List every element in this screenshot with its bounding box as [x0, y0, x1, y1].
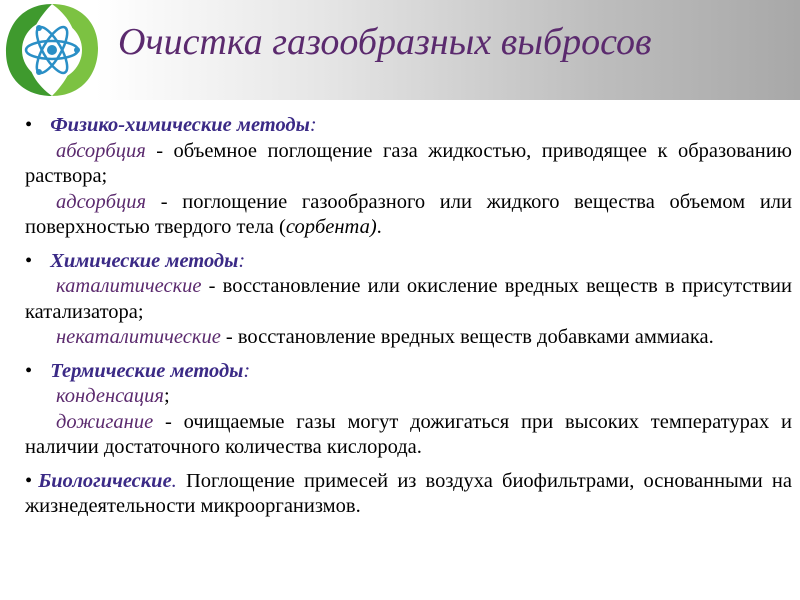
method-term: дожигание [56, 410, 154, 433]
method-term: конденсация [56, 385, 164, 407]
method-description: - поглощение газообразного или жидкого вещества объемом или поверхностью твердого тела ( [25, 190, 792, 238]
slide-content [25, 113, 792, 520]
bullet-icon: • [25, 359, 33, 382]
section-heading-line [25, 113, 792, 139]
atom-leaf-logo-icon [2, 0, 102, 100]
section-physicochemical [25, 113, 792, 241]
section-heading: Термические методы [50, 359, 244, 382]
method-description: - восстановление вредных веществ добавками аммиака. [220, 326, 714, 348]
method-inline-term: сорбента) [285, 216, 377, 238]
method-description: - восстановление или окисление вредных веществ в присутствии катализатора; [25, 275, 792, 323]
method-description-tail: . [376, 216, 382, 238]
method-term: адсорбция [56, 190, 147, 213]
method-term: некаталитические [56, 326, 221, 348]
method-description: - очищаемые газы могут дожигаться при высоких температурах и наличии достаточного количества кислорода. [25, 410, 792, 458]
bullet-icon: • [25, 469, 33, 492]
heading-suffix: : [243, 359, 251, 382]
heading-suffix: : [309, 114, 317, 136]
section-thermal [25, 359, 792, 461]
method-term: каталитические [56, 275, 202, 297]
method-description: - объемное поглощение газа жидкостью, приводящее к образованию раствора; [25, 139, 792, 187]
section-biological [25, 469, 792, 520]
method-description: Поглощение примесей из воздуха биофильтрами, основанными на жизнедеятельности микроорганизмов. [25, 469, 792, 517]
section-heading: Химические методы [50, 249, 239, 272]
method-item [25, 139, 792, 190]
method-item [25, 384, 792, 410]
method-item [25, 410, 792, 461]
section-chemical [25, 249, 792, 351]
method-description: ; [163, 385, 170, 407]
section-heading-line [25, 469, 792, 520]
slide-title: Очистка газообразных выбросов [118, 21, 652, 63]
method-term: абсорбция [56, 139, 146, 162]
method-item [25, 190, 792, 241]
section-heading-line [25, 249, 792, 275]
section-heading: Биологические [38, 469, 172, 492]
bullet-icon: • [25, 114, 33, 136]
heading-suffix: . [171, 469, 177, 492]
method-item [25, 325, 792, 351]
bullet-icon: • [25, 249, 33, 272]
method-item [25, 274, 792, 325]
section-heading: Физико-химические методы [50, 114, 310, 136]
section-heading-line [25, 359, 792, 385]
heading-suffix: : [238, 249, 246, 272]
